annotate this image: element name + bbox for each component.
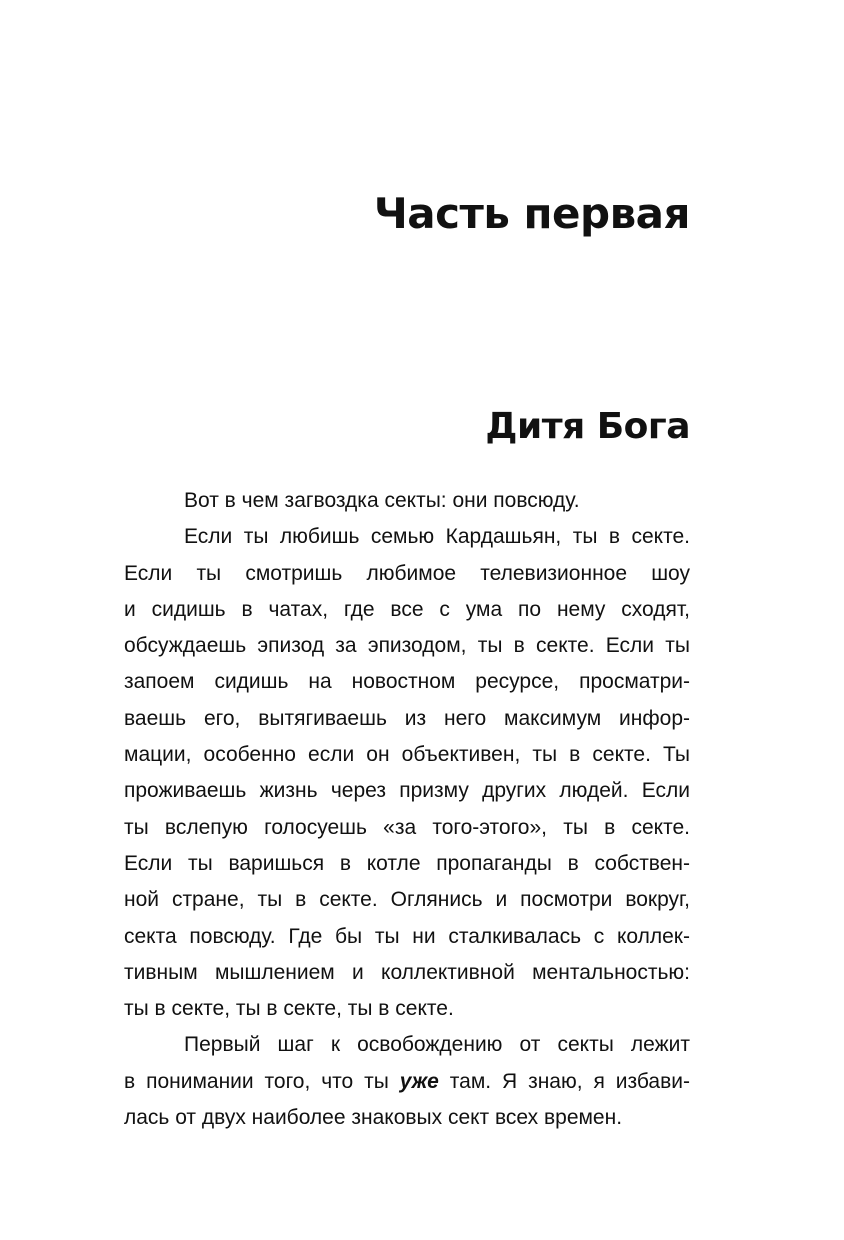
line-segment: в понимании того, что ты — [124, 1069, 400, 1093]
paragraph-2-line-7: мации, особенно если он объективен, ты в секте. Ты — [124, 743, 690, 767]
paragraph-2-line-12: секта повсюду. Где бы ты ни сталкивалась с коллек- — [124, 924, 690, 948]
emphasis-text: уже — [399, 1069, 439, 1093]
paragraph-2-line-2: Если ты смотришь любимое телевизионное шоу — [124, 561, 690, 585]
paragraph-2-line-14: ты в секте, ты в секте, ты в секте. — [124, 997, 454, 1021]
paragraph-1-line-1: Вот в чем загвоздка секты: они повсюду. — [184, 489, 580, 512]
paragraph-2-line-3: и сидишь в чатах, где все с ума по нему сходят, — [124, 597, 690, 621]
paragraph-2-line-11: ной стране, ты в секте. Оглянись и посмотри вокруг, — [124, 888, 690, 912]
paragraph-2-line-8: проживаешь жизнь через призму других людей. Если — [124, 779, 690, 803]
body-text — [124, 483, 690, 1136]
paragraph-2-line-4: обсуждаешь эпизод за эпизодом, ты в секте. Если ты — [124, 634, 690, 658]
paragraph-2-line-5: запоем сидишь на новостном ресурсе, просматри- — [124, 670, 690, 694]
part-title: Часть первая — [373, 189, 690, 238]
paragraph-3-line-1: Первый шаг к освобождению от секты лежит — [184, 1033, 690, 1057]
paragraph-2-line-6: ваешь его, вытягиваешь из него максимум инфор- — [124, 706, 690, 730]
paragraph-2-line-1: Если ты любишь семью Кардашьян, ты в секте. — [184, 525, 690, 549]
paragraph-2-line-13: тивным мышлением и коллективной ментальностью: — [124, 960, 690, 984]
paragraph-2-line-10: Если ты варишься в котле пропаганды в собствен- — [124, 851, 690, 875]
paragraph-3-line-3: лась от двух наиболее знаковых сект всех времен. — [124, 1106, 623, 1130]
paragraph-2-line-9: ты вслепую голосуешь «за того-этого», ты в секте. — [124, 815, 690, 839]
paragraph-3-line-2 — [124, 1064, 690, 1100]
chapter-title: Дитя Бога — [485, 406, 690, 447]
line-segment: там. Я знаю, я избави- — [438, 1069, 690, 1093]
